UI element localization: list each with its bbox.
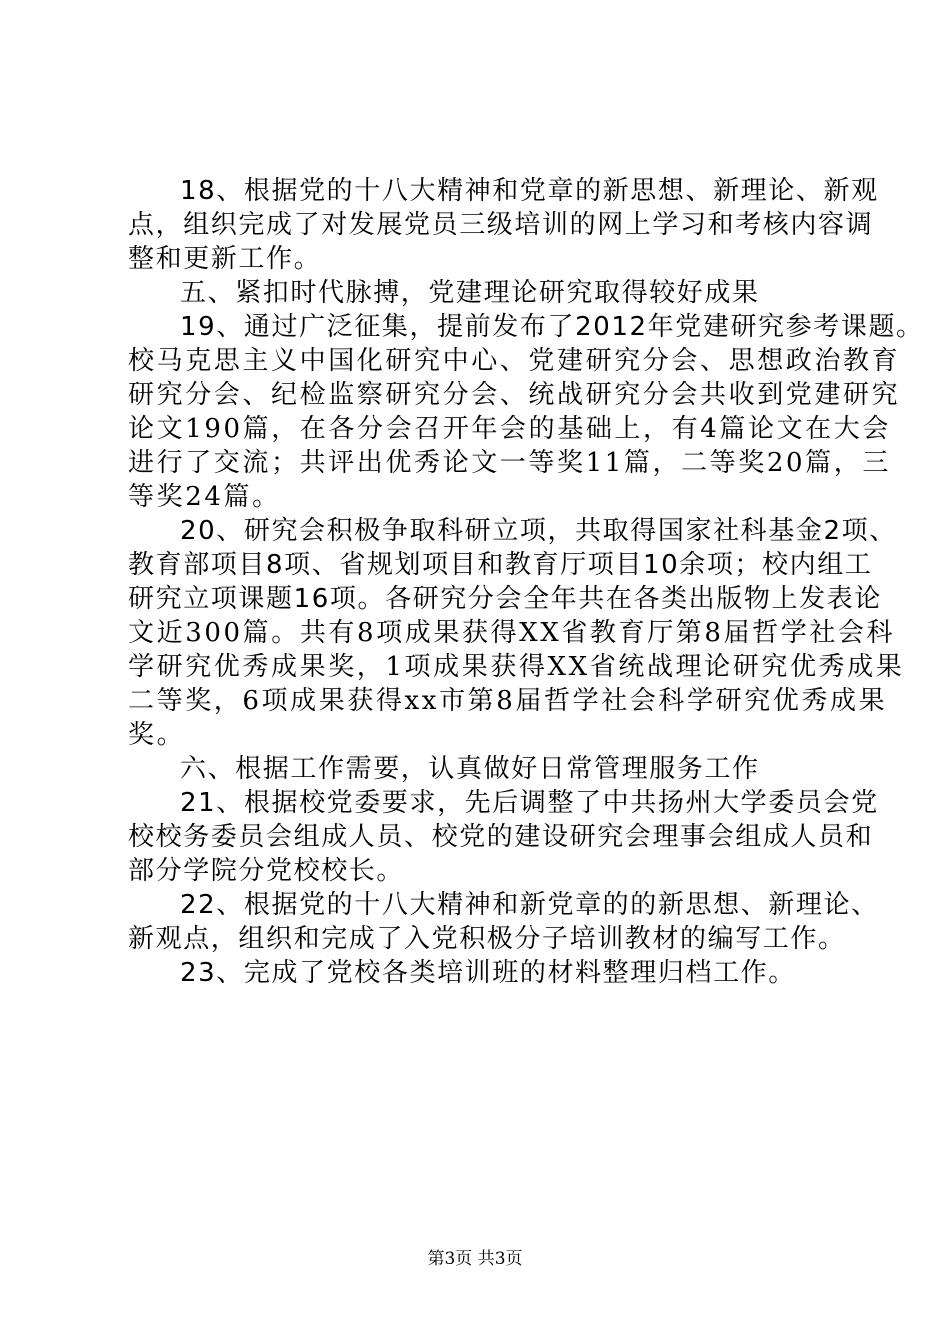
text-line: 奖。 [128, 720, 186, 750]
text-line: 18、根据党的十八大精神和党章的新思想、新理论、新观 [180, 176, 879, 206]
paragraph-19 [128, 310, 924, 514]
text-line: 22、根据党的十八大精神和新党章的的新思想、新理论、 [180, 890, 879, 920]
page-number-label: 第3页 共3页 [427, 1249, 523, 1269]
heading-line: 五、紧扣时代脉搏，党建理论研究取得较好成果 [180, 278, 760, 308]
text-line: 学研究优秀成果奖，1项成果获得XX省统战理论研究优秀成果 [128, 652, 905, 682]
text-line: 研究立项课题16项。各研究分会全年共在各类出版物上发表论 [128, 584, 882, 614]
text-line: 等奖24篇。 [128, 482, 281, 512]
heading-line: 六、根据工作需要，认真做好日常管理服务工作 [180, 754, 760, 784]
text-line: 点，组织完成了对发展党员三级培训的网上学习和考核内容调 [128, 210, 874, 240]
text-line: 校马克思主义中国化研究中心、党建研究分会、思想政治教育 [128, 346, 901, 376]
paragraph-23 [128, 956, 834, 990]
paragraph-18 [128, 174, 879, 276]
text-line: 部分学院分党校校长。 [128, 856, 405, 886]
section-heading-6 [128, 752, 834, 786]
text-line: 进行了交流；共评出优秀论文一等奖11篇，二等奖20篇，三 [128, 448, 891, 478]
text-line: 文近300篇。共有8项成果获得XX省教育厅第8届哲学社会科 [128, 618, 896, 648]
text-line: 新观点，组织和完成了入党积极分子培训教材的编写工作。 [128, 924, 846, 954]
text-line: 研究分会、纪检监察研究分会、统战研究分会共收到党建研究 [128, 380, 901, 410]
text-line: 23、完成了党校各类培训班的材料整理归档工作。 [180, 958, 796, 988]
text-line: 20、研究会积极争取科研立项，共取得国家社科基金2项、 [180, 516, 897, 546]
section-heading-5 [128, 276, 834, 310]
paragraph-20 [128, 514, 905, 752]
text-line: 论文190篇，在各分会召开年会的基础上，有4篇论文在大会 [128, 414, 891, 444]
document-body [128, 174, 924, 990]
text-line: 教育部项目8项、省规划项目和教育厅项目10余项；校内组工 [128, 550, 873, 580]
paragraph-22 [128, 888, 879, 956]
text-line: 校校务委员会组成人员、校党的建设研究会理事会组成人员和 [128, 822, 874, 852]
text-line: 整和更新工作。 [128, 244, 322, 274]
text-line: 19、通过广泛征集，提前发布了2012年党建研究参考课题。 [180, 312, 924, 342]
page-footer [0, 1244, 950, 1269]
text-line: 二等奖，6项成果获得xx市第8届哲学社会科学研究优秀成果 [128, 686, 888, 716]
paragraph-21 [128, 786, 879, 888]
text-line: 21、根据校党委要求，先后调整了中共扬州大学委员会党 [180, 788, 879, 818]
